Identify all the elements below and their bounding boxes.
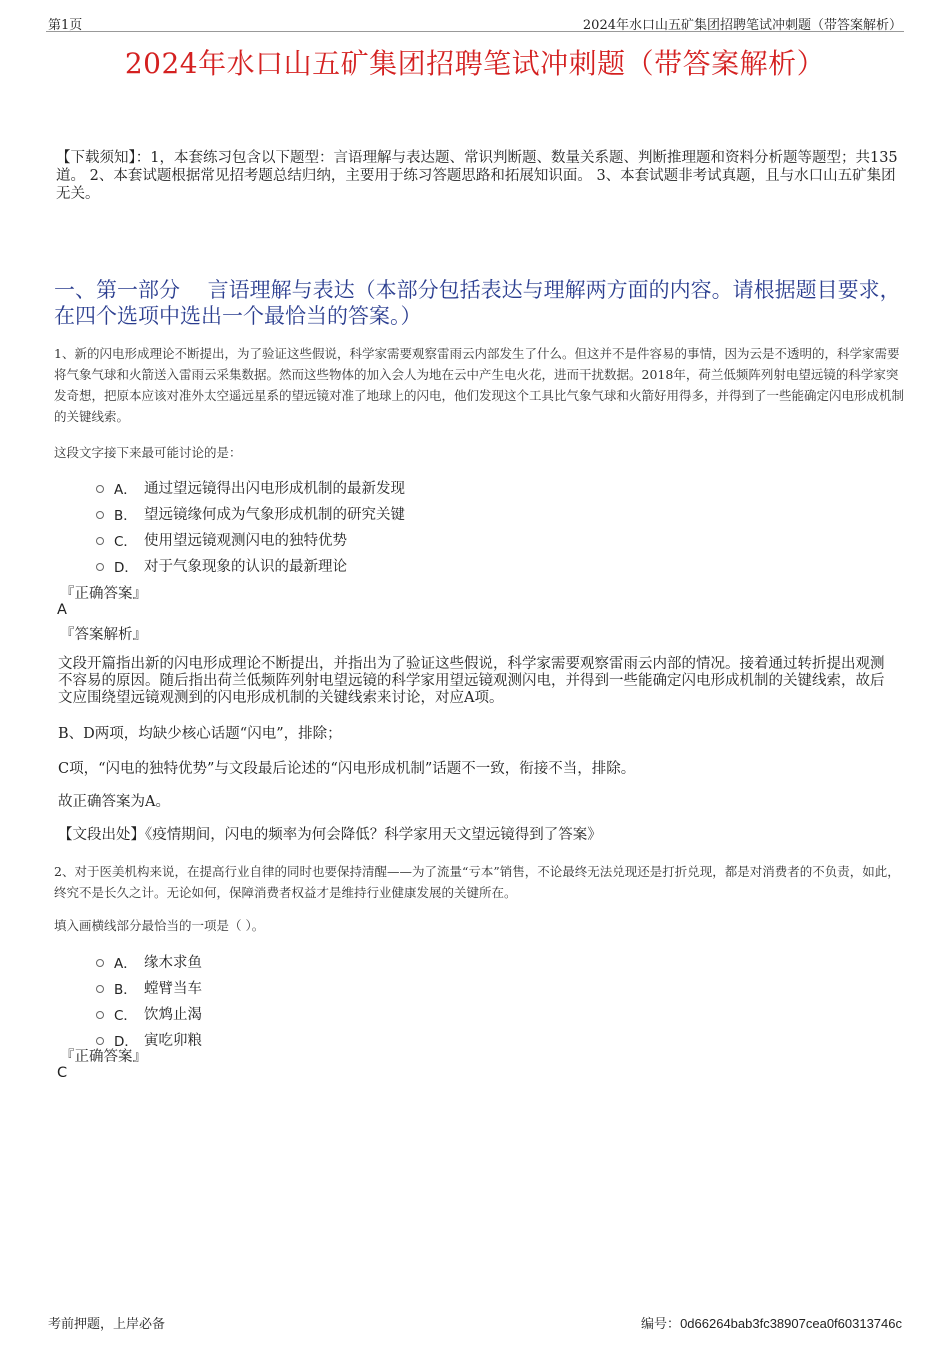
correct-answer-label: 『正确答案』 (60, 1049, 147, 1065)
option-text: 寅吃卯粮 (144, 1033, 202, 1049)
analysis-paragraph: 故正确答案为A。 (58, 794, 170, 810)
footer-code (641, 1313, 902, 1332)
option-letter: B． (114, 507, 137, 524)
option-letter: C． (114, 1007, 137, 1024)
option-letter: A． (114, 955, 137, 972)
radio-button-icon[interactable] (96, 563, 104, 571)
download-notice: 【下载须知】：1，本套练习包含以下题型：言语理解与表达题、常识判断题、数量关系题、判断推理题和资料分析题等题型；共135道。 2、本套试题根据常见招考题总结归纳，主要用于练习答题思路和拓展知识面。 3、本套试题非考试真题，且与水口山五矿集团无关。 (56, 150, 898, 202)
option-text: 使用望远镜观测闪电的独特优势 (144, 533, 347, 549)
question-1-option-a[interactable] (96, 477, 405, 498)
option-text: 对于气象现象的认识的最新理论 (144, 559, 347, 575)
page-number: 第1页 (48, 18, 83, 33)
footer-code-value: 0d66264bab3fc38907cea0f60313746c (680, 1316, 902, 1331)
option-text: 通过望远镜得出闪电形成机制的最新发现 (144, 481, 405, 497)
radio-button-icon[interactable] (96, 511, 104, 519)
source-citation: 【文段出处】《疫情期间，闪电的频率为何会降低？科学家用天文望远镜得到了答案》 (58, 827, 602, 843)
question-2-option-a[interactable] (96, 951, 202, 972)
question-1-option-b[interactable] (96, 503, 405, 524)
question-1-prompt: 这段文字接下来最可能讨论的是： (54, 445, 242, 460)
section-heading: 一、第一部分 言语理解与表达（本部分包括表达与理解两方面的内容。请根据题目要求，在四个选项中选出一个最恰当的答案。） (54, 278, 901, 328)
analysis-paragraph: B、D两项，均缺少核心话题“闪电”，排除； (58, 726, 342, 742)
radio-button-icon[interactable] (96, 1037, 104, 1045)
option-text: 缘木求鱼 (144, 955, 202, 971)
radio-button-icon[interactable] (96, 1011, 104, 1019)
document-title: 2024年水口山五矿集团招聘笔试冲刺题（带答案解析） (124, 47, 826, 80)
footer-slogan: 考前押题，上岸必备 (48, 1317, 166, 1332)
radio-button-icon[interactable] (96, 485, 104, 493)
correct-answer-label: 『正确答案』 (60, 586, 147, 602)
option-letter: D． (114, 559, 138, 576)
analysis-paragraph: C项，“闪电的独特优势”与文段最后论述的“闪电形成机制”话题不一致，衔接不当，排除。 (58, 761, 636, 777)
header-divider (46, 31, 904, 32)
correct-answer-value: A (57, 602, 67, 618)
correct-answer-value: C (57, 1065, 68, 1081)
analysis-label: 『答案解析』 (60, 627, 147, 643)
question-1-option-c[interactable] (96, 529, 347, 550)
radio-button-icon[interactable] (96, 959, 104, 967)
question-2-option-b[interactable] (96, 977, 202, 998)
option-text: 螳臂当车 (144, 981, 202, 997)
option-text: 望远镜缘何成为气象形成机制的研究关键 (144, 507, 405, 523)
footer-code-label: 编号： (641, 1317, 681, 1332)
analysis-paragraph: 文段开篇指出新的闪电形成理论不断提出，并指出为了验证这些假说，科学家需要观察雷雨云内部的情况。接着通过转折提出观测不容易的原因。随后指出荷兰低频阵列射电望远镜的科学家用望远镜观测闪电，并得到一些能确定闪电形成机制的关键线索，故后文应围绕望远镜观测到的闪电形成机制的关键线索来讨论，对应A项。 (58, 656, 885, 706)
question-1-option-d[interactable] (96, 555, 347, 576)
question-1-text: 1、新的闪电形成理论不断提出，为了验证这些假说，科学家需要观察雷雨云内部发生了什么。但这并不是件容易的事情，因为云是不透明的，科学家需要将气象气球和火箭送入雷雨云采集数据。然而这些物体的加入会人为地在云中产生电火花，进而干扰数据。2018年，荷兰低频阵列射电望远镜的科学家突发奇想，把原本应该对准外太空遥远星系的望远镜对准了地球上的闪电，他们发现这个工具比气象气球和火箭好用得多，并得到了一些能确定闪电形成机制的关键线索。 (54, 346, 905, 424)
option-letter: B． (114, 981, 137, 998)
option-letter: D． (114, 1033, 138, 1050)
radio-button-icon[interactable] (96, 537, 104, 545)
option-text: 饮鸩止渴 (144, 1007, 202, 1023)
question-2-text: 2、对于医美机构来说，在提高行业自律的同时也要保持清醒——为了流量“亏本”销售，不论最终无法兑现还是打折兑现，都是对消费者的不负责，如此，终究不是长久之计。无论如何，保障消费者权益才是维持行业健康发展的关键所在。 (54, 864, 900, 900)
question-2-prompt: 填入画横线部分最恰当的一项是（ ）。 (54, 918, 265, 933)
option-letter: A． (114, 481, 137, 498)
running-header-title: 2024年水口山五矿集团招聘笔试冲刺题（带答案解析） (582, 18, 902, 33)
option-letter: C． (114, 533, 137, 550)
question-2-option-c[interactable] (96, 1003, 202, 1024)
radio-button-icon[interactable] (96, 985, 104, 993)
